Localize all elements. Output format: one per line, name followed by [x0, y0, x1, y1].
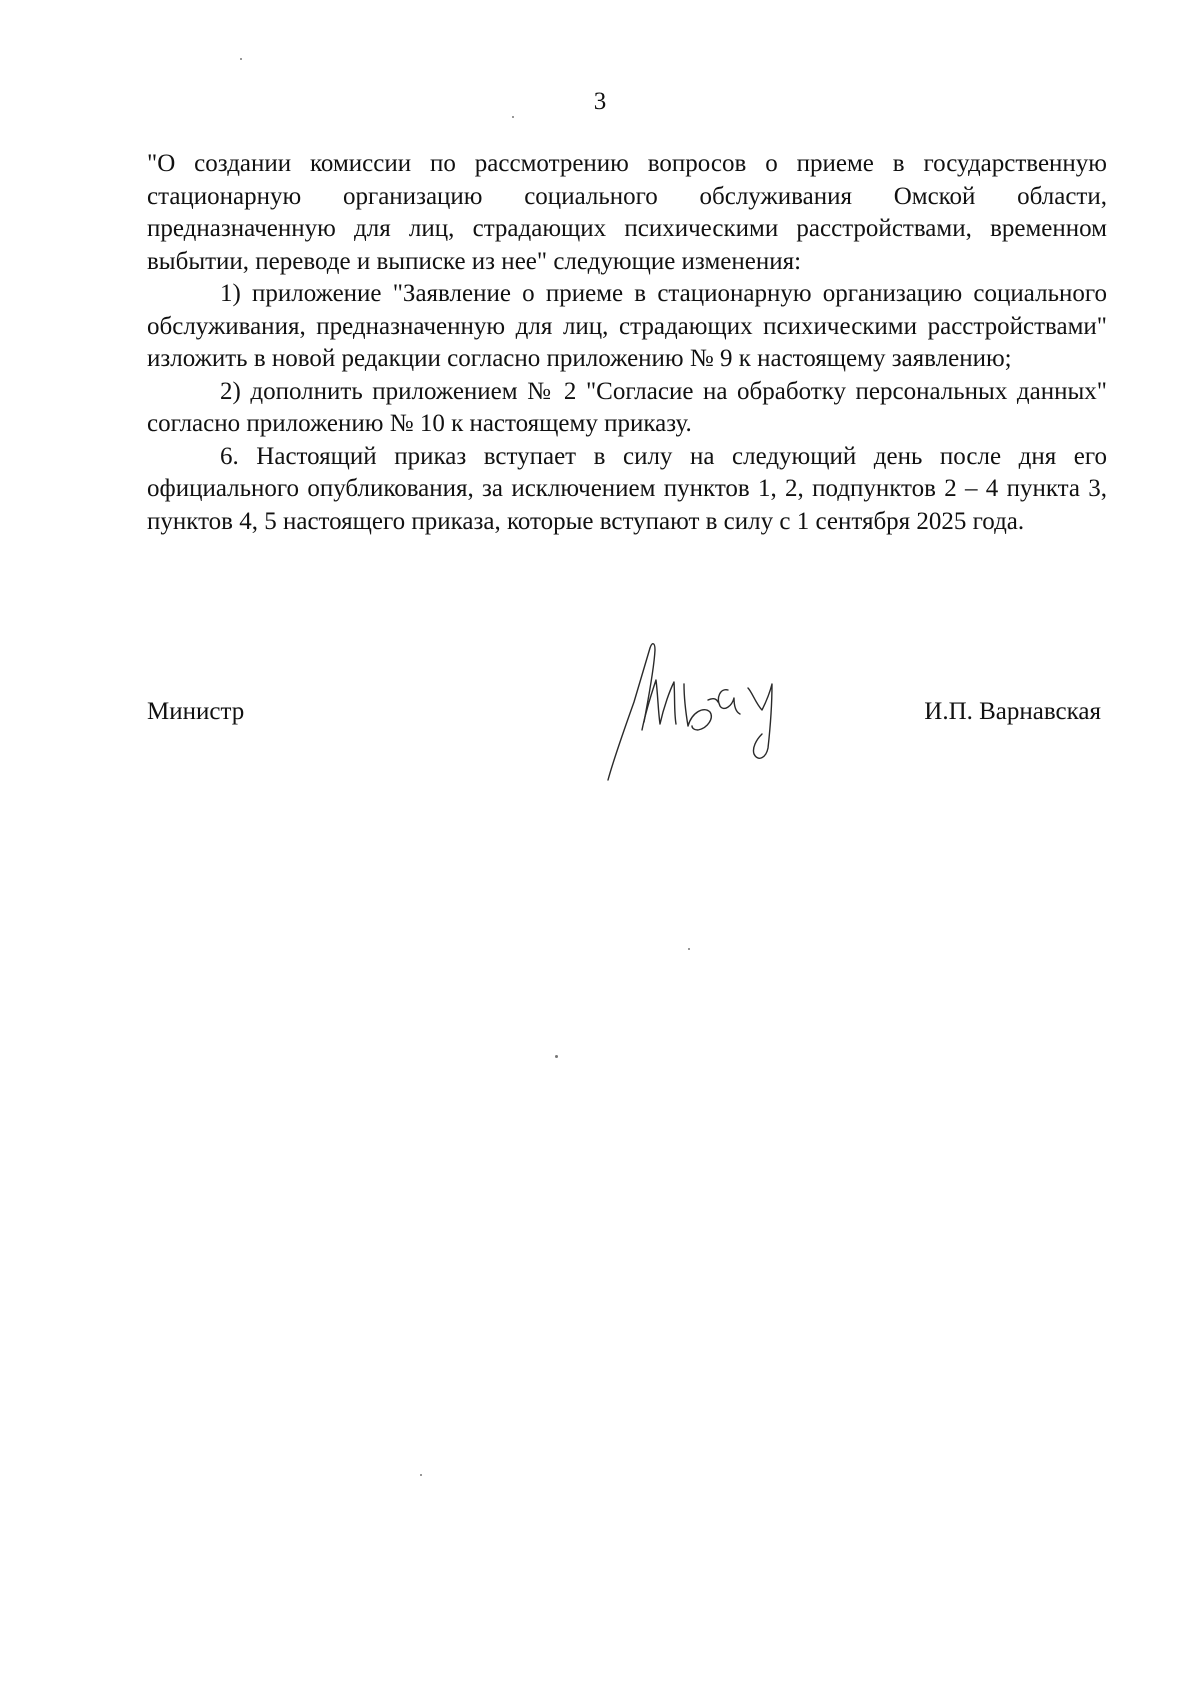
signer-title: Министр [147, 698, 245, 725]
page-number: 3 [593, 88, 607, 115]
paragraph-point-6: 6. Настоящий приказ вступает в силу на следующий день после дня его официального опубликования, за исключением пунктов 1, 2, подпунктов 2 – 4 пункта 3, пунктов 4, 5 настоящего приказа, которые вступают в силу с 1 сентября 2025 года. [147, 442, 1107, 535]
scan-speck [512, 116, 514, 118]
scan-speck [688, 948, 690, 950]
paragraph-intro: "О создании комиссии по рассмотрению вопросов о приеме в государственную стационарную организацию социального обслуживания Омской области, предназначенную для лиц, страдающих психическими расстройствами, временном выбытии, переводе и выписке из нее" следующие изменения: [147, 150, 1107, 275]
scan-speck [555, 1055, 558, 1058]
paragraph-item-1: 1) приложение "Заявление о приеме в стационарную организацию социального обслуживания, предназначенную для лиц, страдающих психическими расстройствами" изложить в новой редакции согласно приложению № 9 к настоящему заявлению; [147, 280, 1107, 372]
scan-speck [240, 58, 242, 60]
signer-name: И.П. Варнавская [924, 698, 1101, 725]
handwritten-signature [600, 640, 800, 790]
scan-speck [420, 1474, 422, 1476]
document-body [147, 148, 1107, 538]
paragraph-item-2: 2) дополнить приложением № 2 "Согласие на обработку персональных данных" согласно приложению № 10 к настоящему приказу. [147, 377, 1107, 437]
